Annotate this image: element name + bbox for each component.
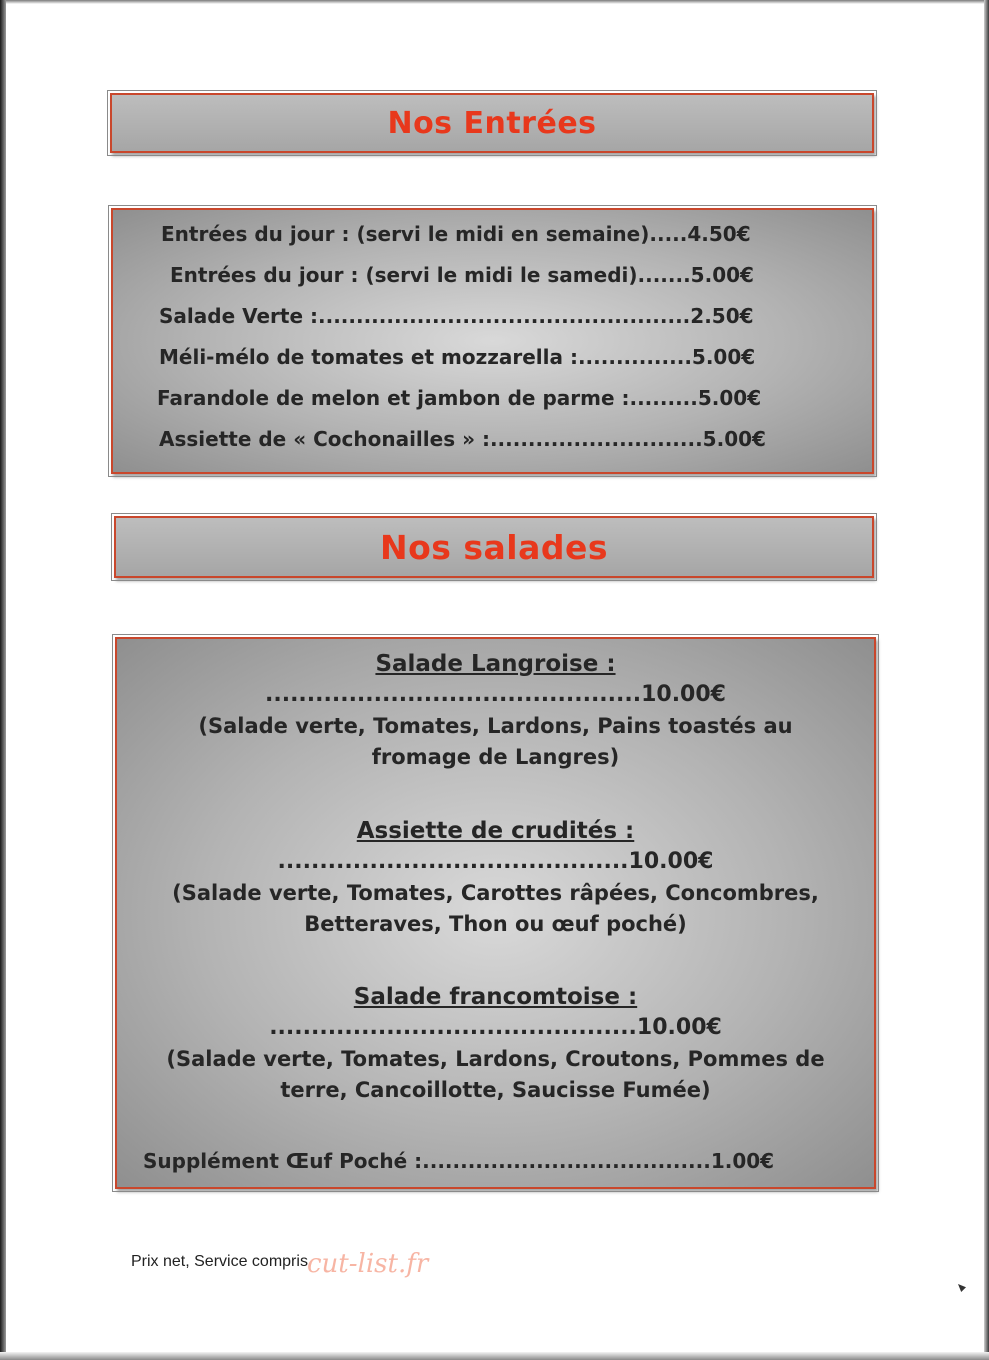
salad-item [117,982,874,1106]
entree-item: Entrées du jour : (servi le midi le samedi).......5.00€ [170,263,754,287]
supplement-item: Supplément Œuf Poché :......................................1.00€ [143,1149,775,1173]
entrees-list-box [111,208,874,474]
salades-header-box [114,516,874,578]
watermark-logo: cut-list.fr [307,1249,429,1279]
salad-name: Salade francomtoise : [353,984,638,1010]
salad-price: ............................................10.00€ [269,1015,722,1040]
entrees-title: Nos Entrées [387,105,597,141]
salad-item [117,816,874,940]
salad-name: Assiette de crudités : [356,818,635,844]
scan-edge-right [984,0,989,1360]
entree-item: Méli-mélo de tomates et mozzarella :...............5.00€ [159,345,756,369]
entree-item: Assiette de « Cochonailles » :............................5.00€ [159,427,766,451]
entrees-header-box [110,93,874,153]
entree-item: Entrées du jour : (servi le midi en semaine).....4.50€ [161,222,751,246]
scan-edge-top [0,0,989,4]
scan-edge-left [0,0,6,1360]
entree-item: Farandole de melon et jambon de parme :.........5.00€ [157,386,762,410]
scan-edge-bottom [0,1352,989,1360]
salad-description: fromage de Langres) [371,745,620,769]
salad-description: Betteraves, Thon ou œuf poché) [304,912,687,936]
salad-item [117,649,874,773]
salad-description: (Salade verte, Tomates, Lardons, Pains toastés au [198,714,793,738]
salad-name: Salade Langroise : [375,651,616,677]
salades-title: Nos salades [379,527,609,567]
salad-description: (Salade verte, Tomates, Lardons, Croutons, Pommes de [166,1047,825,1071]
entree-item: Salade Verte :.................................................2.50€ [159,304,754,328]
salad-description: terre, Cancoillotte, Saucisse Fumée) [280,1078,711,1102]
salad-description: (Salade verte, Tomates, Carottes râpées, Concombres, [172,881,819,905]
salad-price: .............................................10.00€ [265,682,726,707]
salad-price: ..........................................10.00€ [277,849,714,874]
salades-list-box [115,637,876,1189]
scan-speck [958,1284,966,1292]
footer-note: Prix net, Service compris [131,1253,308,1270]
